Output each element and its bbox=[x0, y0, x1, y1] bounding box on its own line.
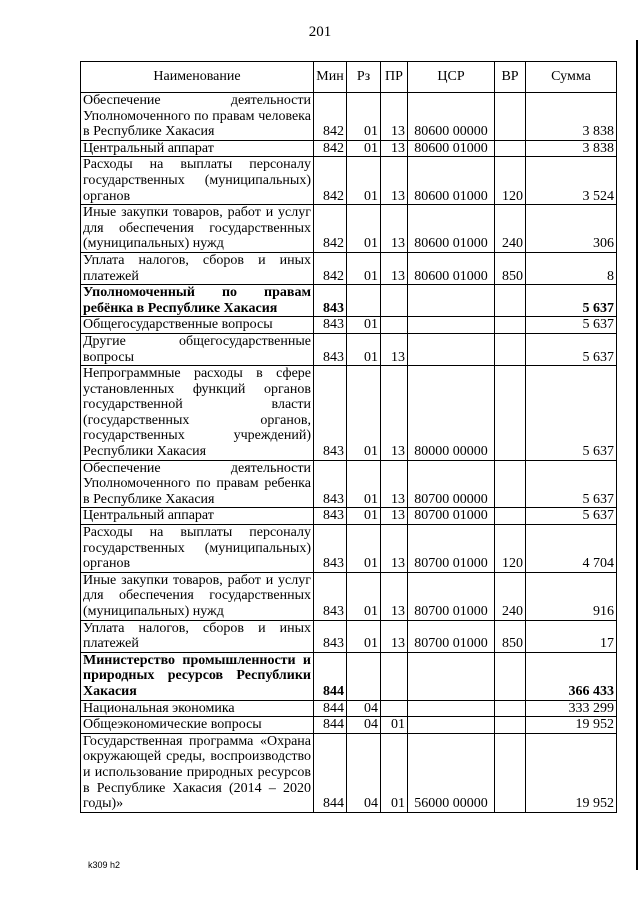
cell-name-text: Непрограммные расходы в сфере установленных функций органов государственной власти (государственных органов, государственных учреждений) Республики Хакасия bbox=[83, 366, 311, 460]
cell-sum: 366 433 bbox=[526, 652, 617, 700]
table-body bbox=[81, 93, 617, 813]
table-row bbox=[81, 572, 617, 620]
cell-rz: 01 bbox=[347, 157, 381, 205]
cell-name-text: Расходы на выплаты персоналу государственных (муниципальных) органов bbox=[83, 157, 311, 204]
table-row bbox=[81, 460, 617, 508]
cell-sum: 3 838 bbox=[526, 93, 617, 141]
cell-name-text: Общегосударственные вопросы bbox=[83, 317, 273, 333]
cell-pr bbox=[381, 700, 408, 717]
cell-name bbox=[81, 252, 314, 284]
footer-code: k309 h2 bbox=[88, 860, 121, 870]
cell-rz: 01 bbox=[347, 508, 381, 525]
cell-vr: 240 bbox=[495, 205, 526, 253]
header-sum: Сумма bbox=[526, 62, 617, 93]
cell-sum: 5 637 bbox=[526, 317, 617, 334]
cell-rz: 04 bbox=[347, 700, 381, 717]
cell-min: 842 bbox=[314, 205, 347, 253]
cell-pr: 01 bbox=[381, 733, 408, 812]
header-vr: ВР bbox=[495, 62, 526, 93]
cell-vr: 850 bbox=[495, 252, 526, 284]
table-row bbox=[81, 508, 617, 525]
budget-table bbox=[80, 61, 617, 813]
cell-name bbox=[81, 460, 314, 508]
header-min: Мин bbox=[314, 62, 347, 93]
cell-rz: 01 bbox=[347, 317, 381, 334]
cell-sum: 8 bbox=[526, 252, 617, 284]
cell-vr bbox=[495, 366, 526, 461]
header-rz: Рз bbox=[347, 62, 381, 93]
cell-csr bbox=[408, 652, 495, 700]
cell-min: 842 bbox=[314, 140, 347, 157]
cell-sum: 17 bbox=[526, 620, 617, 652]
cell-name bbox=[81, 366, 314, 461]
cell-name-text: Национальная экономика bbox=[83, 700, 235, 716]
cell-rz: 01 bbox=[347, 366, 381, 461]
cell-sum: 5 637 bbox=[526, 285, 617, 317]
cell-pr: 13 bbox=[381, 366, 408, 461]
cell-name-text: Иные закупки товаров, работ и услуг для обеспечения государственных (муниципальных) нужд bbox=[83, 572, 311, 619]
cell-csr: 80600 01000 bbox=[408, 205, 495, 253]
cell-rz: 01 bbox=[347, 205, 381, 253]
cell-csr bbox=[408, 700, 495, 717]
cell-csr: 56000 00000 bbox=[408, 733, 495, 812]
cell-csr: 80700 00000 bbox=[408, 460, 495, 508]
cell-min: 843 bbox=[314, 620, 347, 652]
cell-sum: 19 952 bbox=[526, 733, 617, 812]
table-row bbox=[81, 93, 617, 141]
cell-csr: 80000 00000 bbox=[408, 366, 495, 461]
cell-min: 844 bbox=[314, 717, 347, 734]
cell-name bbox=[81, 652, 314, 700]
cell-name-text: Государственная программа «Охрана окружающей среды, воспроизводство и использование природных ресурсов в Республике Хакасия (2014 – 2020 годы)» bbox=[83, 733, 311, 812]
cell-sum: 916 bbox=[526, 572, 617, 620]
cell-min: 844 bbox=[314, 652, 347, 700]
cell-sum: 5 637 bbox=[526, 333, 617, 365]
cell-min: 844 bbox=[314, 733, 347, 812]
cell-name bbox=[81, 733, 314, 812]
table-row bbox=[81, 700, 617, 717]
cell-min: 843 bbox=[314, 508, 347, 525]
cell-sum: 5 637 bbox=[526, 508, 617, 525]
cell-rz bbox=[347, 285, 381, 317]
table-row bbox=[81, 317, 617, 334]
header-csr: ЦСР bbox=[408, 62, 495, 93]
cell-sum: 5 637 bbox=[526, 460, 617, 508]
cell-rz: 01 bbox=[347, 333, 381, 365]
cell-name-text: Центральный аппарат bbox=[83, 140, 214, 156]
cell-vr: 240 bbox=[495, 572, 526, 620]
cell-vr bbox=[495, 93, 526, 141]
cell-name-text: Обеспечение деятельности Уполномоченного по правам ребенка в Республике Хакасия bbox=[83, 460, 311, 507]
cell-rz: 01 bbox=[347, 252, 381, 284]
cell-rz: 01 bbox=[347, 460, 381, 508]
cell-pr: 13 bbox=[381, 508, 408, 525]
cell-name bbox=[81, 717, 314, 734]
table-row bbox=[81, 252, 617, 284]
cell-csr bbox=[408, 333, 495, 365]
cell-pr: 13 bbox=[381, 620, 408, 652]
cell-sum: 3 838 bbox=[526, 140, 617, 157]
cell-name bbox=[81, 700, 314, 717]
cell-name bbox=[81, 140, 314, 157]
cell-name-text: Уплата налогов, сборов и иных платежей bbox=[83, 620, 311, 652]
cell-rz: 01 bbox=[347, 140, 381, 157]
cell-name bbox=[81, 333, 314, 365]
table-row bbox=[81, 366, 617, 461]
cell-pr bbox=[381, 285, 408, 317]
cell-name bbox=[81, 157, 314, 205]
cell-vr bbox=[495, 460, 526, 508]
cell-name-text: Другие общегосударственные вопросы bbox=[83, 333, 311, 365]
cell-sum: 4 704 bbox=[526, 525, 617, 573]
cell-csr: 80600 01000 bbox=[408, 157, 495, 205]
cell-name bbox=[81, 508, 314, 525]
cell-pr: 13 bbox=[381, 525, 408, 573]
cell-csr: 80700 01000 bbox=[408, 572, 495, 620]
cell-vr bbox=[495, 333, 526, 365]
cell-vr bbox=[495, 285, 526, 317]
cell-csr: 80600 01000 bbox=[408, 140, 495, 157]
table-row bbox=[81, 620, 617, 652]
cell-rz: 04 bbox=[347, 733, 381, 812]
table-row bbox=[81, 717, 617, 734]
cell-name bbox=[81, 525, 314, 573]
cell-min: 842 bbox=[314, 93, 347, 141]
cell-sum: 19 952 bbox=[526, 717, 617, 734]
cell-pr: 13 bbox=[381, 93, 408, 141]
page-number: 201 bbox=[308, 24, 332, 40]
cell-min: 842 bbox=[314, 252, 347, 284]
budget-table-container bbox=[80, 61, 617, 813]
cell-csr: 80600 00000 bbox=[408, 93, 495, 141]
table-row bbox=[81, 733, 617, 812]
cell-vr: 850 bbox=[495, 620, 526, 652]
cell-min: 843 bbox=[314, 285, 347, 317]
cell-vr bbox=[495, 717, 526, 734]
cell-pr: 13 bbox=[381, 252, 408, 284]
cell-rz: 01 bbox=[347, 525, 381, 573]
cell-name bbox=[81, 205, 314, 253]
cell-pr bbox=[381, 652, 408, 700]
cell-min: 843 bbox=[314, 460, 347, 508]
cell-min: 843 bbox=[314, 333, 347, 365]
table-row bbox=[81, 205, 617, 253]
cell-pr bbox=[381, 317, 408, 334]
cell-name bbox=[81, 285, 314, 317]
table-row bbox=[81, 140, 617, 157]
cell-csr: 80700 01000 bbox=[408, 525, 495, 573]
cell-name-text: Расходы на выплаты персоналу государственных (муниципальных) органов bbox=[83, 525, 311, 572]
cell-pr: 13 bbox=[381, 333, 408, 365]
cell-vr bbox=[495, 700, 526, 717]
cell-pr: 13 bbox=[381, 572, 408, 620]
cell-min: 843 bbox=[314, 366, 347, 461]
cell-vr: 120 bbox=[495, 525, 526, 573]
cell-sum: 3 524 bbox=[526, 157, 617, 205]
cell-rz bbox=[347, 652, 381, 700]
cell-min: 842 bbox=[314, 157, 347, 205]
cell-csr: 80700 01000 bbox=[408, 620, 495, 652]
cell-rz: 01 bbox=[347, 93, 381, 141]
cell-name bbox=[81, 620, 314, 652]
cell-name-text: Обеспечение деятельности Уполномоченного по правам человека в Республике Хакасия bbox=[83, 93, 311, 140]
cell-vr bbox=[495, 733, 526, 812]
cell-name bbox=[81, 572, 314, 620]
cell-csr bbox=[408, 317, 495, 334]
cell-min: 844 bbox=[314, 700, 347, 717]
cell-vr bbox=[495, 508, 526, 525]
cell-rz: 01 bbox=[347, 620, 381, 652]
cell-vr bbox=[495, 317, 526, 334]
cell-pr: 13 bbox=[381, 205, 408, 253]
cell-min: 843 bbox=[314, 525, 347, 573]
cell-csr bbox=[408, 717, 495, 734]
cell-vr bbox=[495, 652, 526, 700]
table-row bbox=[81, 525, 617, 573]
table-row bbox=[81, 652, 617, 700]
cell-pr: 13 bbox=[381, 140, 408, 157]
cell-sum: 5 637 bbox=[526, 366, 617, 461]
cell-name-text: Уполномоченный по правам ребёнка в Республике Хакасия bbox=[83, 285, 311, 316]
cell-pr: 01 bbox=[381, 717, 408, 734]
cell-name-text: Центральный аппарат bbox=[83, 508, 214, 524]
cell-pr: 13 bbox=[381, 157, 408, 205]
cell-min: 843 bbox=[314, 317, 347, 334]
cell-min: 843 bbox=[314, 572, 347, 620]
cell-csr: 80600 01000 bbox=[408, 252, 495, 284]
table-row bbox=[81, 157, 617, 205]
cell-name bbox=[81, 93, 314, 141]
cell-name-text: Общеэкономические вопросы bbox=[83, 717, 262, 733]
page-edge-mark bbox=[636, 40, 638, 870]
cell-rz: 04 bbox=[347, 717, 381, 734]
cell-name-text: Уплата налогов, сборов и иных платежей bbox=[83, 252, 311, 284]
cell-sum: 333 299 bbox=[526, 700, 617, 717]
cell-rz: 01 bbox=[347, 572, 381, 620]
table-row bbox=[81, 285, 617, 317]
header-name: Наименование bbox=[81, 62, 314, 93]
cell-vr bbox=[495, 140, 526, 157]
cell-name-text: Иные закупки товаров, работ и услуг для обеспечения государственных (муниципальных) нужд bbox=[83, 205, 311, 252]
table-row bbox=[81, 333, 617, 365]
header-pr: ПР bbox=[381, 62, 408, 93]
cell-name-text: Министерство промышленности и природных ресурсов Республики Хакасия bbox=[83, 652, 311, 699]
cell-csr bbox=[408, 285, 495, 317]
cell-pr: 13 bbox=[381, 460, 408, 508]
cell-vr: 120 bbox=[495, 157, 526, 205]
cell-name bbox=[81, 317, 314, 334]
cell-sum: 306 bbox=[526, 205, 617, 253]
cell-csr: 80700 01000 bbox=[408, 508, 495, 525]
table-header-row bbox=[81, 62, 617, 93]
